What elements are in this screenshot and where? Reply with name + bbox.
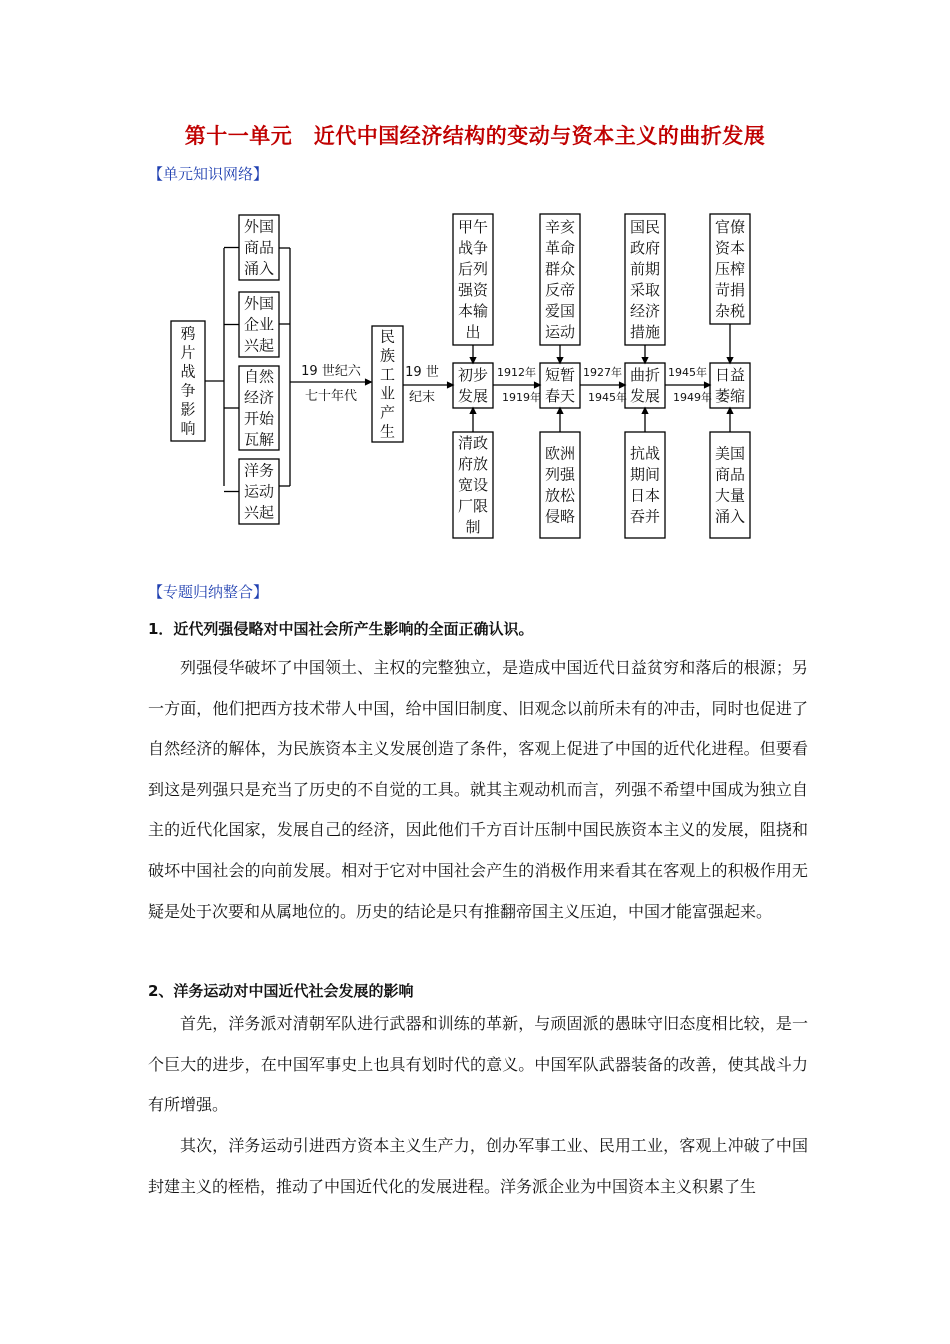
stage-4-label: 日益 (714, 366, 746, 384)
arrowhead (642, 358, 647, 363)
lower-factor-1-label: 制 (465, 518, 481, 536)
paragraph-3: 其次，洋务运动引进西方资本主义生产力，创办军事工业、民用工业，客观上冲破了中国封建主义的桎梏，推动了中国近代化的发展进程。洋务派企业为中国资本主义积累了生 (148, 1136, 808, 1196)
root-opium-war-label: 鸦 (180, 324, 196, 343)
stage-period-end: 1949年 (673, 391, 712, 404)
arrowhead (727, 408, 732, 413)
national-industry-label: 业 (379, 384, 396, 403)
stage-3-label: 发展 (629, 387, 661, 405)
lower-factor-1-label: 厂限 (457, 497, 489, 515)
upper-factor-4-label: 官僚 (714, 218, 746, 236)
effect-4-label: 运动 (243, 482, 275, 501)
stage-2-label: 短暂 (544, 366, 576, 384)
arrowhead (470, 358, 475, 363)
arrowhead (557, 408, 562, 413)
effect-3-label: 自然 (243, 367, 275, 386)
time-label-1: 19 世纪六 (301, 364, 361, 379)
national-industry-label: 产 (379, 403, 396, 422)
root-opium-war-label: 争 (180, 381, 196, 400)
root-opium-war-label: 片 (180, 343, 196, 362)
lower-factor-1-label: 府放 (457, 455, 489, 473)
lower-factor-2-label: 侵略 (544, 507, 576, 526)
upper-factor-2-label: 反帝 (544, 281, 576, 299)
arrowhead (535, 382, 540, 387)
upper-factor-4-label: 资本 (714, 239, 746, 257)
effect-4-label: 兴起 (243, 503, 275, 522)
upper-factor-4-label: 苛捐 (714, 281, 746, 299)
lower-factor-3-label: 日本 (629, 486, 661, 505)
effect-1-label: 涌入 (243, 259, 275, 278)
upper-factor-4-label: 压榨 (714, 260, 746, 278)
effect-2-label: 外国 (243, 294, 275, 313)
arrowhead (642, 408, 647, 413)
upper-factor-2-label: 革命 (544, 239, 576, 257)
upper-factor-3-label: 采取 (629, 281, 661, 299)
upper-factor-2-label: 运动 (544, 323, 576, 341)
page-title: 第十一单元 近代中国经济结构的变动与资本主义的曲折发展 (184, 124, 766, 148)
section-label-network: 【单元知识网络】 (148, 165, 269, 183)
arrowhead (705, 382, 710, 387)
effect-3-label: 瓦解 (243, 430, 275, 449)
upper-factor-1-label: 本输 (457, 302, 489, 320)
effect-1-label: 商品 (243, 238, 275, 257)
stage-period-end: 1919年 (502, 391, 541, 404)
lower-factor-4-label: 美国 (714, 444, 746, 463)
upper-factor-4-label: 杂税 (714, 302, 746, 320)
upper-factor-1-label: 后列 (457, 260, 489, 278)
upper-factor-1-label: 出 (465, 323, 481, 341)
upper-factor-3-label: 政府 (629, 239, 661, 257)
upper-factor-3-label: 措施 (629, 323, 661, 341)
arrowhead (366, 379, 371, 384)
upper-factor-1-label: 甲午 (457, 218, 489, 236)
stage-3-label: 曲折 (629, 366, 661, 384)
lower-factor-1-label: 宽设 (457, 476, 489, 494)
upper-factor-2-label: 群众 (544, 260, 576, 278)
upper-factor-1-label: 战争 (457, 239, 489, 257)
stage-period-start: 1912年 (497, 366, 536, 379)
stage-period-start: 1927年 (583, 366, 622, 379)
upper-factor-2-label: 爱国 (544, 302, 576, 320)
stage-period-end: 1945年 (588, 391, 627, 404)
effect-2-label: 企业 (243, 315, 275, 334)
root-opium-war-label: 响 (180, 419, 196, 438)
arrowhead (448, 382, 453, 387)
lower-factor-2-label: 放松 (544, 486, 576, 505)
effect-4-label: 洋务 (243, 461, 275, 480)
upper-factor-3-label: 国民 (629, 218, 661, 236)
lower-factor-3-label: 期间 (629, 465, 661, 484)
lower-factor-2-label: 列强 (544, 465, 576, 484)
knowledge-network-diagram (0, 0, 950, 600)
lower-factor-3-label: 抗战 (629, 444, 661, 463)
effect-2-label: 兴起 (243, 336, 275, 355)
section-label-summary: 【专题归纳整合】 (148, 583, 269, 601)
upper-factor-3-label: 前期 (629, 260, 661, 278)
upper-factor-2-label: 辛亥 (544, 218, 576, 236)
arrowhead (727, 358, 732, 363)
national-industry-label: 工 (379, 365, 396, 384)
effect-3-label: 开始 (243, 409, 275, 428)
upper-factor-1-label: 强资 (457, 281, 489, 299)
time-label-1: 七十年代 (304, 389, 358, 404)
paragraph-2: 首先，洋务派对清朝军队进行武器和训练的革新，与顽固派的愚昧守旧态度相比较，是一个巨大的进步，在中国军事史上也具有划时代的意义。中国军队武器装备的改善，使其战斗力有所增强。 (148, 1014, 808, 1115)
effect-1-label: 外国 (243, 217, 275, 236)
national-industry-label: 族 (379, 346, 396, 365)
stage-1-label: 发展 (457, 387, 489, 405)
lower-factor-2-label: 欧洲 (544, 444, 576, 463)
arrowhead (557, 358, 562, 363)
arrowhead (470, 408, 475, 413)
heading-1: 1．近代列强侵略对中国社会所产生影响的全面正确认识。 (148, 620, 534, 638)
upper-factor-3-label: 经济 (629, 302, 661, 320)
stage-period-start: 1945年 (668, 366, 707, 379)
national-industry-label: 民 (379, 327, 396, 346)
national-industry-label: 生 (379, 422, 396, 441)
arrowhead (620, 382, 625, 387)
stage-1-label: 初步 (457, 366, 489, 384)
stage-2-label: 春天 (544, 387, 576, 405)
root-opium-war-label: 影 (180, 400, 196, 419)
lower-factor-4-label: 商品 (714, 465, 746, 484)
lower-factor-4-label: 大量 (714, 486, 746, 505)
time-label-2: 纪末 (408, 390, 436, 405)
stage-4-label: 萎缩 (714, 387, 746, 405)
lower-factor-4-label: 涌入 (714, 507, 746, 526)
root-opium-war-label: 战 (180, 362, 196, 381)
lower-factor-3-label: 吞并 (629, 507, 661, 526)
time-label-2: 19 世 (405, 365, 439, 380)
effect-3-label: 经济 (243, 388, 275, 407)
heading-2: 2、洋务运动对中国近代社会发展的影响 (148, 982, 414, 1000)
paragraph-1: 列强侵华破坏了中国领土、主权的完整独立，是造成中国近代日益贫穷和落后的根源；另一方面，他们把西方技术带人中国，给中国旧制度、旧观念以前所未有的冲击，同时也促进了自然经济的解体，为民族资本主义发展创造了条件，客观上促进了中国的近代化进程。但要看到这是列强只是充当了历史的不自觉的工具。就其主观动机而言，列强不希望中国成为独立自主的近代化国家，发展自己的经济，因此他们千方百计压制中国民族资本主义的发展，阻挠和破坏中国社会的向前发展。相对于它对中国社会产生的消极作用来看其在客观上的积极作用无疑是处于次要和从属地位的。历史的结论是只有推翻帝国主义压迫，中国才能富强起来。 (148, 658, 808, 921)
lower-factor-1-label: 清政 (457, 434, 489, 452)
